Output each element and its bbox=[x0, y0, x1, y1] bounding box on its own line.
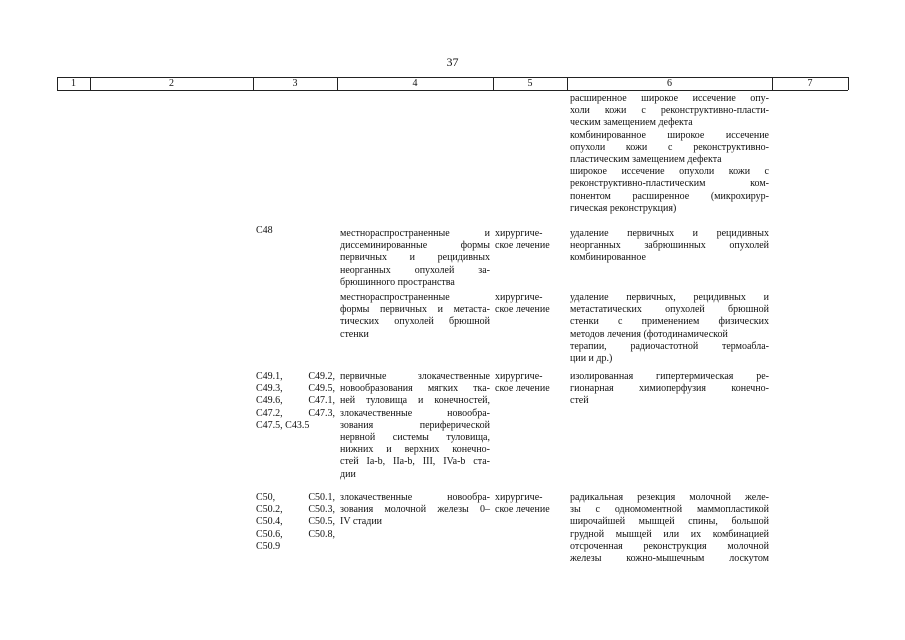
icd-codes-left: C50, C50.2, C50.4, C50.6, C50.9 bbox=[256, 492, 283, 552]
treatment-method: изолированная гипертермическая ре- гионарная химиоперфузия конечно- стей bbox=[570, 371, 769, 407]
icd-codes-right: C49.2, C49.5, C47.1, C47.3, bbox=[308, 371, 335, 419]
treatment-type: хирургиче- ское лечение bbox=[495, 228, 550, 252]
column-header-6: 6 bbox=[667, 78, 672, 89]
icd-code: C48 bbox=[256, 225, 273, 236]
column-header-4: 4 bbox=[412, 78, 418, 89]
diagnosis-model: местнораспространенные и диссеминированные формы первичных и рецидивных неорганных опухолей за- брюшинного пространства bbox=[340, 228, 490, 288]
column-header-2: 2 bbox=[169, 78, 174, 89]
column-header-5: 5 bbox=[527, 78, 533, 89]
page-number: 37 bbox=[446, 55, 459, 69]
column-header-3: 3 bbox=[292, 78, 298, 89]
treatment-type: хирургиче- ское лечение bbox=[495, 371, 550, 395]
treatment-method: удаление первичных и рецидивных неорганных забрюшинных опухолей комбинированное bbox=[570, 228, 769, 264]
treatment-type: хирургиче- ское лечение bbox=[495, 292, 550, 316]
treatment-method: радикальная резекция молочной желе- зы с одномоментной маммопластикой широчайшей мышцей спины, большой грудной мышцей или их комбинацией отсроченная реконструкция молочной железы кожно-мышечным лоскутом bbox=[570, 492, 769, 565]
diagnosis-model: злокачественные новообра- зования молочной железы 0– IV стадии bbox=[340, 492, 490, 528]
icd-codes-left: C49.1, C49.3, C49.6, C47.2, C47.5, C43.5 bbox=[256, 371, 310, 431]
treatment-type: хирургиче- ское лечение bbox=[495, 492, 550, 516]
column-header-7: 7 bbox=[807, 78, 813, 89]
diagnosis-model: первичные злокачественные новообразования мягких тка- ней туловища и конечностей, злокачественные новообра- зования периферической нервной системы туловища, нижних и верхних конечно- стей Ia-b, IIa-b, III, IVa-b ста- дии bbox=[340, 371, 490, 480]
diagnosis-model: местнораспространенные формы первичных и метаста- тических опухолей брюшной стенки bbox=[340, 292, 490, 340]
icd-codes-right: C50.1, C50.3, C50.5, C50.8, bbox=[308, 492, 335, 540]
header-bottom-rule bbox=[57, 90, 848, 91]
continuation-treatment-methods: расширенное широкое иссечение опу- холи кожи с реконструктивно-пласти- ческим замещением дефекта комбинированное широкое иссечение опухоли кожи с реконструктивно- пластическим замещением дефекта широкое иссечение опухоли кожи с реконструктивно-пластическим ком- понентом расширенное (микрохирур- гическая реконструкция) bbox=[570, 93, 769, 214]
column-header-1: 1 bbox=[71, 78, 76, 89]
header-divider bbox=[848, 77, 849, 90]
treatment-method: удаление первичных, рецидивных и метастатических опухолей брюшной стенки с применением физических методов лечения (фотодинамической терапии, радиочастотной термоабла- ции и др.) bbox=[570, 292, 769, 365]
